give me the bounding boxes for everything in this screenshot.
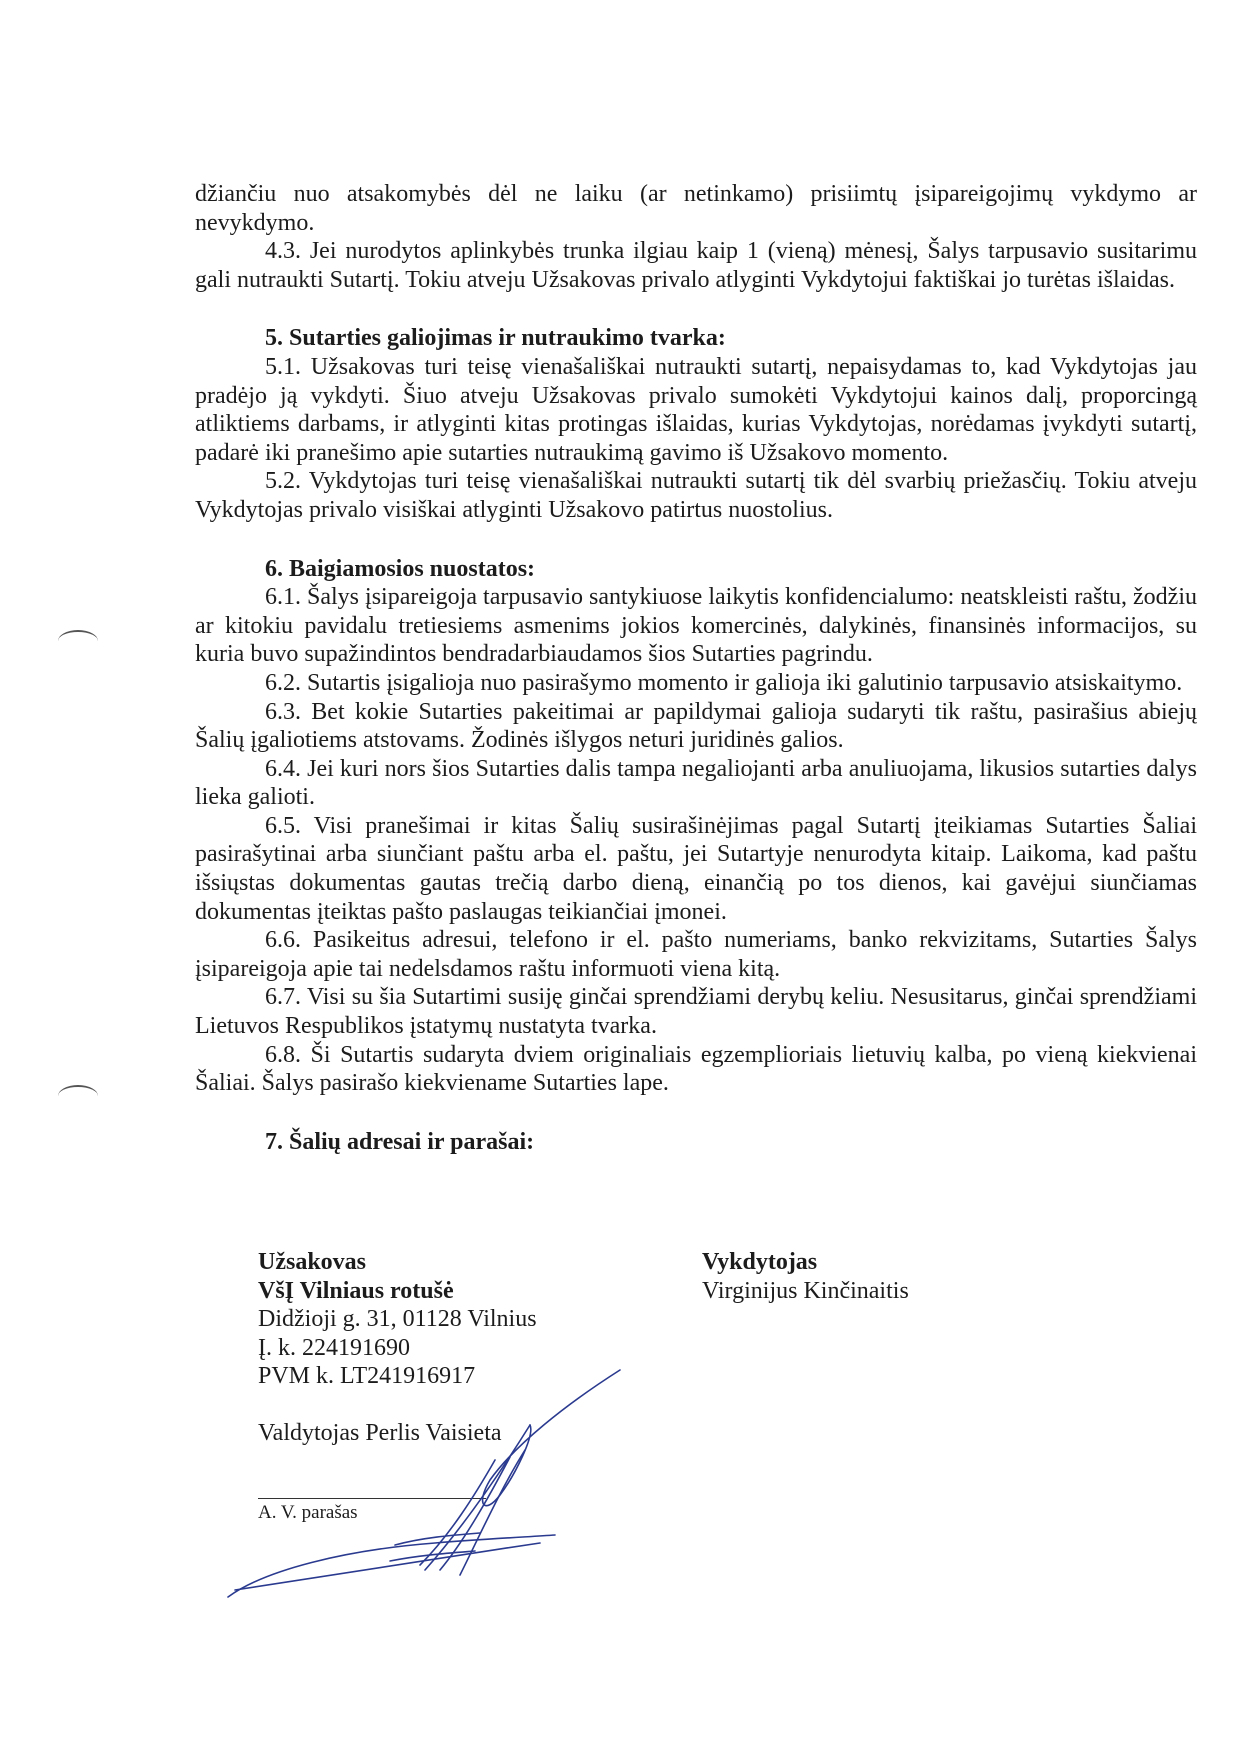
clause-5-1: 5.1. Užsakovas turi teisę vienašališkai nutraukti sutartį, nepaisydamas to, kad Vykdytojas jau pradėjo ją vykdyti. Šiuo atveju Užsakovas privalo sumokėti Vykdytojui kainos dalį, proporcingą atliktiems darbams, ir atlyginti kitas protingas išlaidas, kurias Vykdytojas, norėdamas įvykdyti sutartį, padarė iki pranešimo apie sutarties nutraukimą gavimo iš Užsakovo momento. xyxy=(195,353,1197,466)
clause-6-7: 6.7. Visi su šia Sutartimi susiję ginčai sprendžiami derybų keliu. Nesusitarus, ginčai sprendžiami Lietuvos Respublikos įstatymų nustatyta tvarka. xyxy=(195,984,1197,1040)
contract-body xyxy=(195,180,1197,1156)
contractor-name: Virginijus Kinčinaitis xyxy=(702,1277,909,1304)
customer-signatory: Valdytojas Perlis Vaisieta xyxy=(258,1419,502,1446)
contractor-role: Vykdytojas xyxy=(702,1249,818,1275)
clause-6-2: 6.2. Sutartis įsigalioja nuo pasirašymo momento ir galioja iki galutinio tarpusavio atsiskaitymo. xyxy=(265,669,1183,696)
clause-6-4: 6.4. Jei kuri nors šios Sutarties dalis tampa negaliojanti arba anuliuojama, likusios sutarties dalys lieka galioti. xyxy=(195,755,1197,811)
customer-vat-code: PVM k. LT241916917 xyxy=(258,1363,476,1390)
clause-6-1: 6.1. Šalys įsipareigoja tarpusavio santykiuose laikytis konfidencialumo: neatskleisti raštu, žodžiu ar kitokiu pavidalu tretiesiems asmenims jokios komercinės, dalykinės, finansinės informacijos, su kuria buvo supažindintos bendradarbiaudamos šios Sutarties pagrindu. xyxy=(195,584,1197,668)
section-heading-6: 6. Baigiamosios nuostatos: xyxy=(265,555,536,582)
customer-address: Didžioji g. 31, 01128 Vilnius xyxy=(258,1306,537,1333)
customer-role: Užsakovas xyxy=(258,1249,367,1275)
punch-hole-mark xyxy=(58,630,98,652)
clause-4-3: 4.3. Jei nurodytos aplinkybės trunka ilgiau kaip 1 (vieną) mėnesį, Šalys tarpusavio susitarimu gali nutraukti Sutartį. Tokiu atveju Užsakovas privalo atlyginti Vykdytojui faktiškai jo turėtas išlaidas. xyxy=(195,238,1197,293)
clause-6-5: 6.5. Visi pranešimai ir kitas Šalių susirašinėjimas pagal Sutartį įteikiamas Sutarties Šaliai pasirašytinai arba siunčiant paštu arba el. paštu, jei Sutartyje nenurodyta kitaip. Laikoma, kad paštu išsiųstas dokumentas gautas trečią darbo dieną, einančią po tos dienos, kai gavėjui siunčiamas dokumentas įteiktas pašto paslaugas teikiančiai įmonei. xyxy=(195,812,1197,925)
section-heading-5: 5. Sutarties galiojimas ir nutraukimo tvarka: xyxy=(265,325,726,352)
customer-org: VšĮ Vilniaus rotušė xyxy=(258,1277,454,1304)
clause-6-3: 6.3. Bet kokie Sutarties pakeitimai ar papildymai galioja sudaryti tik raštu, pasirašius abiejų Šalių įgaliotiems atstovams. Žodinės išlygos neturi juridinės galios. xyxy=(195,698,1197,754)
section-heading-7: 7. Šalių adresai ir parašai: xyxy=(265,1128,535,1155)
punch-hole-mark xyxy=(58,1085,98,1107)
handwritten-signature xyxy=(225,1365,645,1605)
clause-5-2: 5.2. Vykdytojas turi teisę vienašališkai nutraukti sutartį tik dėl svarbių priežasčių. Tokiu atveju Vykdytojas privalo visiškai atlyginti Užsakovo patirtus nuostolius. xyxy=(195,468,1197,523)
clause-6-6: 6.6. Pasikeitus adresui, telefono ir el. pašto numeriams, banko rekvizitams, Sutarties Šalys įsipareigoja apie tai nedelsdamos raštu informuoti viena kitą. xyxy=(195,927,1197,982)
clause-6-8: 6.8. Ši Sutartis sudaryta dviem originaliais egzemplioriais lietuvių kalba, po vieną kiekvienai Šaliai. Šalys pasirašo kiekviename Sutarties lape. xyxy=(195,1041,1197,1097)
stamp-signature-label: A. V. parašas xyxy=(258,1502,358,1523)
contractor-block xyxy=(702,1248,909,1305)
paragraph-intro: džiančiu nuo atsakomybės dėl ne laiku (ar netinkamo) prisiimtų įsipareigojimų vykdymo ar nevykdymo. xyxy=(195,181,1197,236)
customer-company-code: Į. k. 224191690 xyxy=(258,1334,410,1361)
